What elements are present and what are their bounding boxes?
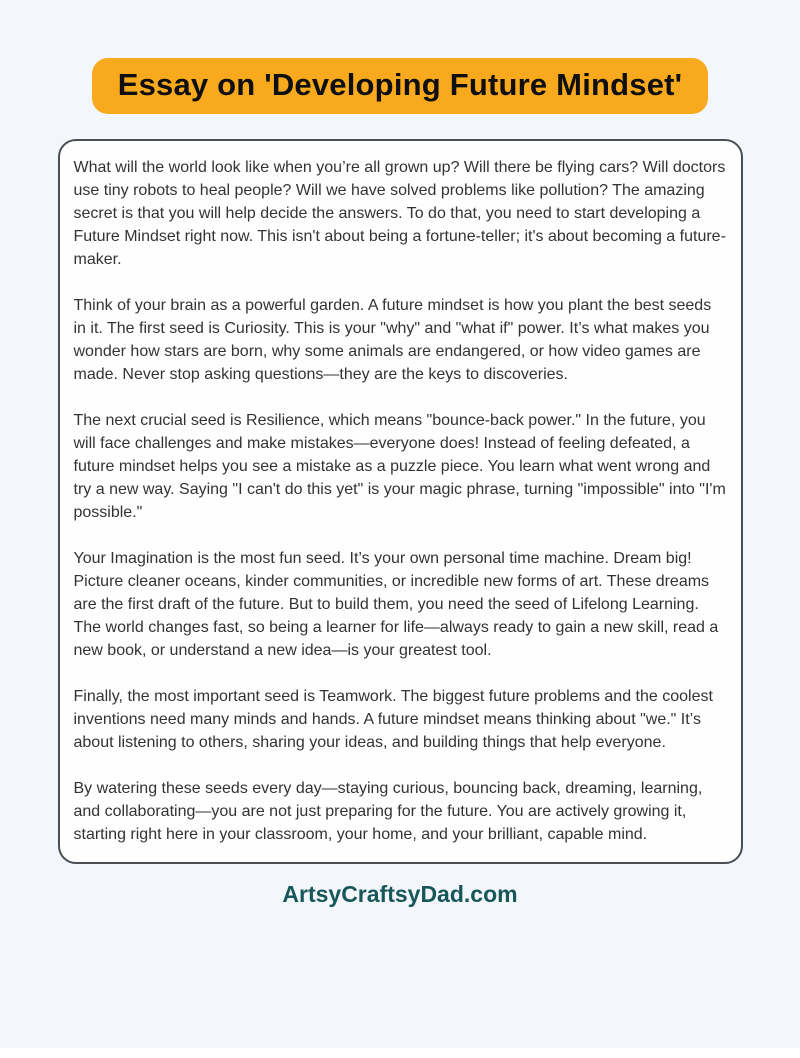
- page-footer: [0, 881, 800, 908]
- essay-paragraph-teamwork: Finally, the most important seed is Teamwork. The biggest future problems and the coolest inventions need many minds and hands. A future mindset means thinking about "we." It’s about listening to others, sharing your ideas, and building things that help everyone.: [73, 688, 713, 751]
- page-title: Essay on 'Developing Future Mindset': [117, 67, 683, 102]
- essay-card: [58, 139, 743, 864]
- title-banner: [92, 58, 709, 114]
- essay-page: [0, 58, 800, 1058]
- site-link[interactable]: ArtsyCraftsyDad.com: [282, 881, 518, 907]
- essay-paragraph-curiosity: Think of your brain as a powerful garden. A future mindset is how you plant the best seeds in it. The first seed is Curiosity. This is your "why" and "what if" power. It’s what makes you wonder how stars are born, why some animals are endangered, or how video games are made. Never stop asking questions—they are the keys to discoveries.: [73, 297, 712, 383]
- essay-paragraph-imagination: Your Imagination is the most fun seed. It’s your own personal time machine. Dream big! Picture cleaner oceans, kinder communities, or incredible new forms of art. These dreams are the first draft of the future. But to build them, you need the seed of Lifelong Learning. The world changes fast, so being a learner for life—always ready to gain a new skill, read a new book, or understand a new idea—is your greatest tool.: [73, 550, 719, 659]
- essay-paragraph-conclusion: By watering these seeds every day—staying curious, bouncing back, dreaming, learning, and collaborating—you are not just preparing for the future. You are actively growing it, starting right here in your classroom, your home, and your brilliant, capable mind.: [73, 780, 703, 843]
- essay-paragraph-intro: What will the world look like when you’re all grown up? Will there be flying cars? Will doctors use tiny robots to heal people? Will we have solved problems like pollution? The amazing secret is that you will help decide the answers. To do that, you need to start developing a Future Mindset right now. This isn't about being a fortune-teller; it's about becoming a future-maker.: [73, 159, 726, 268]
- essay-paragraph-resilience: The next crucial seed is Resilience, which means "bounce-back power." In the future, you will face challenges and make mistakes—everyone does! Instead of feeling defeated, a future mindset helps you see a mistake as a puzzle piece. You learn what went wrong and try a new way. Saying "I can't do this yet" is your magic phrase, turning "impossible" into "I'm possible.": [73, 412, 726, 521]
- bottom-strip: [0, 1048, 800, 1058]
